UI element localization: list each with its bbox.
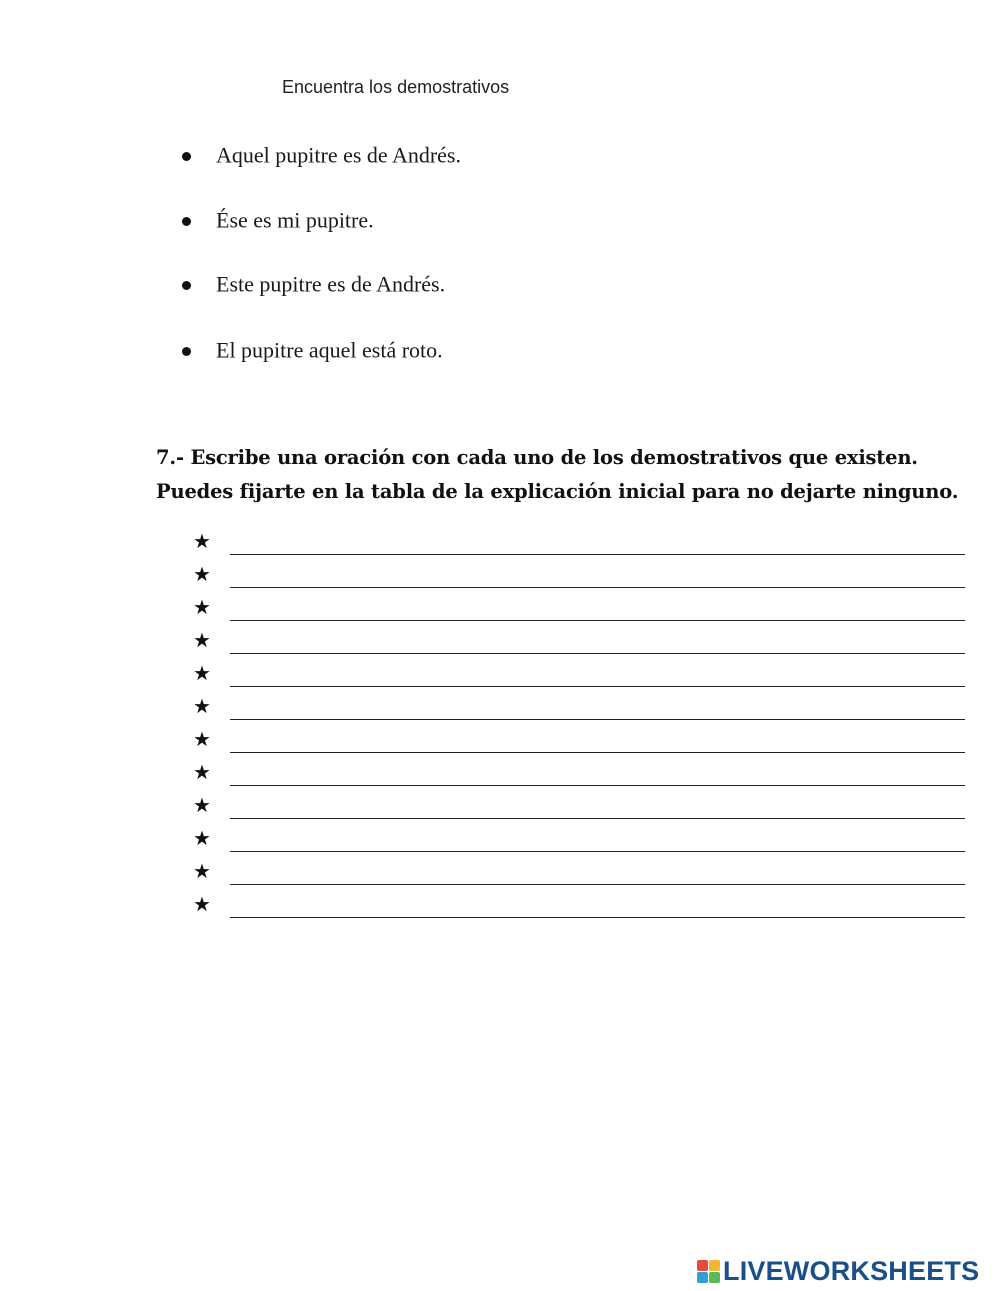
question-line-2: Puedes fijarte en la tabla de la explicación inicial para no dejarte ninguno.	[156, 480, 959, 503]
question-heading	[156, 441, 996, 509]
answer-line[interactable]	[193, 793, 965, 819]
star-icon: ★	[193, 727, 211, 751]
answer-line[interactable]	[193, 727, 965, 753]
answer-line[interactable]	[193, 892, 965, 918]
bullet-icon	[182, 281, 191, 290]
question-line-1: 7.- Escribe una oración con cada uno de los demostrativos que existen.	[156, 446, 918, 469]
answer-line[interactable]	[193, 859, 965, 885]
sentence-text[interactable]: Aquel pupitre es de Andrés.	[216, 142, 461, 168]
star-icon: ★	[193, 595, 211, 619]
answer-line[interactable]	[193, 562, 965, 588]
list-item	[178, 206, 374, 236]
answer-input[interactable]	[230, 719, 965, 720]
answer-line[interactable]	[193, 826, 965, 852]
answer-input[interactable]	[230, 554, 965, 555]
worksheet-instruction: Encuentra los demostrativos	[282, 77, 510, 97]
star-icon: ★	[193, 661, 211, 685]
liveworksheets-logo	[697, 1257, 979, 1285]
answer-line[interactable]	[193, 760, 965, 786]
answer-input[interactable]	[230, 851, 965, 852]
star-icon: ★	[193, 793, 211, 817]
answer-line[interactable]	[193, 595, 965, 621]
answer-input[interactable]	[230, 884, 965, 885]
answer-line[interactable]	[193, 529, 965, 555]
star-icon: ★	[193, 529, 211, 553]
sentence-text[interactable]: Este pupitre es de Andrés.	[216, 271, 446, 297]
answer-input[interactable]	[230, 818, 965, 819]
logo-square-3	[697, 1272, 708, 1283]
star-icon: ★	[193, 859, 211, 883]
bullet-icon	[182, 347, 191, 356]
star-icon: ★	[193, 760, 211, 784]
list-item	[178, 270, 446, 300]
answer-input[interactable]	[230, 686, 965, 687]
star-icon: ★	[193, 826, 211, 850]
sentence-text[interactable]: El pupitre aquel está roto.	[216, 337, 443, 363]
logo-square-4	[709, 1272, 720, 1283]
star-icon: ★	[193, 628, 211, 652]
bullet-icon	[182, 217, 191, 226]
logo-mark-icon	[697, 1260, 720, 1283]
answer-input[interactable]	[230, 653, 965, 654]
sentence-text[interactable]: Ése es mi pupitre.	[216, 207, 374, 233]
star-icon: ★	[193, 892, 211, 916]
answer-input[interactable]	[230, 785, 965, 786]
logo-square-1	[697, 1260, 708, 1271]
answer-line[interactable]	[193, 694, 965, 720]
star-icon: ★	[193, 562, 211, 586]
brand-name: LIVEWORKSHEETS	[723, 1256, 980, 1286]
bullet-icon	[182, 152, 191, 161]
answer-input[interactable]	[230, 917, 965, 918]
answer-input[interactable]	[230, 620, 965, 621]
answer-input[interactable]	[230, 587, 965, 588]
list-item	[178, 141, 461, 171]
answer-line[interactable]	[193, 661, 965, 687]
answer-input[interactable]	[230, 752, 965, 753]
star-icon: ★	[193, 694, 211, 718]
logo-square-2	[709, 1260, 720, 1271]
answer-line[interactable]	[193, 628, 965, 654]
list-item	[178, 336, 443, 366]
